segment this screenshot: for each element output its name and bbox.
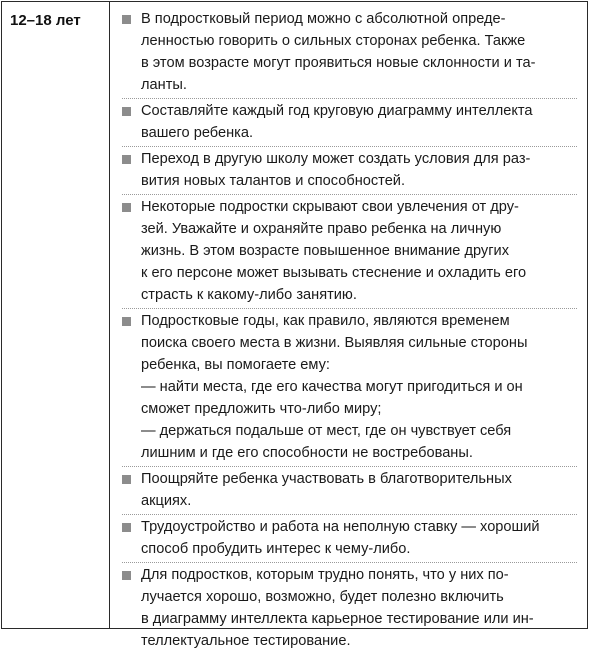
item-text: Некоторые подростки скрывают свои увлечения от дру- зей. Уважайте и охраняйте право ребенка на личную жизнь. В этом возрасте повышенное внимание других к его персоне может вызывать стеснение и охладить его страсть к какому-либо занятию. — [141, 199, 527, 303]
square-bullet-icon — [122, 203, 131, 212]
item-text: Для подростков, которым трудно понять, что у них по- лучается хорошо, возможно, будет полезно включить в диаграмму интеллекта карьерное тестирование или ин- теллектуальное тестирование. — [141, 567, 534, 649]
age-column — [2, 2, 110, 628]
list-item — [122, 467, 577, 515]
advice-table — [1, 1, 588, 649]
list-item — [122, 99, 577, 147]
square-bullet-icon — [122, 523, 131, 532]
square-bullet-icon — [122, 317, 131, 326]
list-item — [122, 563, 577, 654]
item-text: Переход в другую школу может создать условия для раз- вития новых талантов и способностей. — [141, 151, 531, 189]
list-item — [122, 195, 577, 309]
square-bullet-icon — [122, 571, 131, 580]
square-bullet-icon — [122, 15, 131, 24]
square-bullet-icon — [122, 155, 131, 164]
item-text: Составляйте каждый год круговую диаграмму интеллекта вашего ребенка. — [141, 103, 533, 141]
list-item — [122, 147, 577, 195]
list-item — [122, 309, 577, 467]
list-item — [122, 7, 577, 99]
square-bullet-icon — [122, 475, 131, 484]
age-label: 12–18 лет — [10, 12, 81, 29]
list-item — [122, 515, 577, 563]
item-text: Трудоустройство и работа на неполную ставку — хороший способ пробудить интерес к чему-либо. — [141, 519, 540, 557]
advice-list — [110, 2, 587, 649]
item-text: В подростковый период можно с абсолютной опреде- ленностью говорить о сильных сторонах ребенка. Также в этом возрасте могут проявиться новые склонности и та- ланты. — [141, 11, 536, 93]
item-text: Подростковые годы, как правило, являются временем поиска своего места в жизни. Выявляя сильные стороны ребенка, вы помогаете ему: — найти места, где его качества могут пригодиться и он сможет предложить что-либо миру; — держаться подальше от мест, где он чувствует себя лишним и где его способности не востребованы. — [141, 313, 528, 461]
square-bullet-icon — [122, 107, 131, 116]
item-text: Поощряйте ребенка участвовать в благотворительных акциях. — [141, 471, 512, 509]
